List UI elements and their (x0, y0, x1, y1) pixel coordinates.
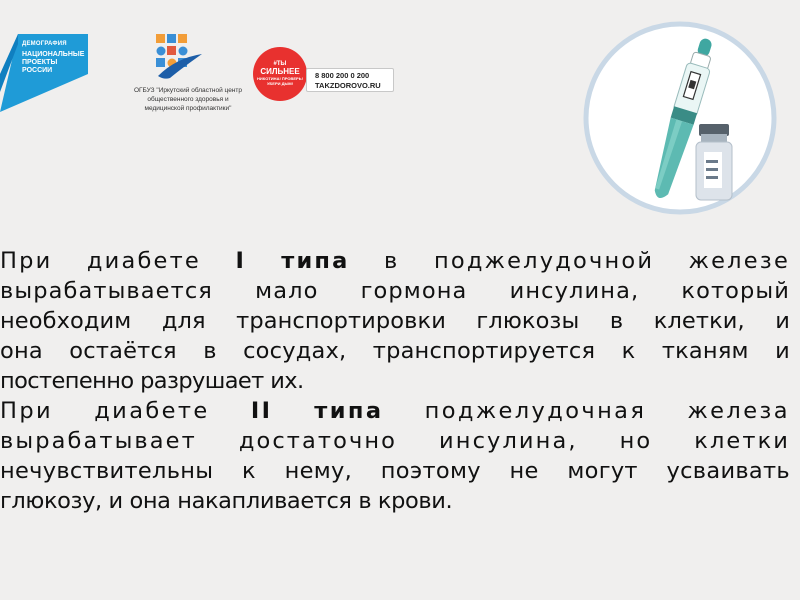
national-projects-text (22, 40, 86, 75)
caption-line-2: общественного здоровья и (147, 96, 229, 103)
insulin-vial-icon (696, 124, 732, 200)
p1-line-3: необходим для транспортировки глюкозы в клетки, и (0, 308, 790, 334)
p2-type-two-emphasis: II типа (250, 398, 384, 424)
ty-silnee-slogan: НИКОТИНА! ПРОВЕРЬ! УБЕРИ ДЫМ! (257, 76, 303, 86)
caption-line-1: ОГБУЗ "Иркутский областной центр (133, 87, 242, 94)
caption-line-3: медицинской профилактики" (144, 105, 232, 112)
diabetes-explanation-text (0, 246, 790, 516)
p1-line-5: постепенно разрушает их. (0, 368, 304, 394)
p1-intro-rest: в поджелудочной железе (349, 248, 790, 274)
health-center-caption (118, 86, 258, 113)
p2-line-4: глюкозу, и она накапливается в крови. (0, 488, 453, 514)
p2-intro-rest: поджелудочная железа (383, 398, 790, 424)
p2-intro: При диабете (0, 398, 251, 424)
p1-line-1 (0, 246, 790, 276)
np-line3: РОССИИ (22, 67, 53, 74)
p1-intro: При диабете (0, 248, 236, 274)
p1-type-one-emphasis: I типа (235, 248, 350, 274)
ty-silnee-hashtag: #ТЫ (273, 61, 287, 67)
np-line2: ПРОЕКТЫ (22, 59, 58, 66)
insulin-illustration (580, 18, 780, 218)
ty-silnee-text (256, 60, 304, 86)
contact-box (306, 68, 394, 92)
p1-line-2: вырабатывается мало гормона инсулина, который (0, 278, 790, 304)
p2-line-3: нечувствительны к нему, поэтому не могут усваивать (0, 458, 790, 484)
p2-line-2: вырабатывает достаточно инсулина, но клетки (0, 428, 790, 454)
ty-silnee-word: СИЛЬНЕЕ (260, 67, 300, 76)
p2-line-1 (0, 396, 790, 426)
p1-line-4: она остаётся в сосудах, транспортируется к тканям и (0, 338, 790, 364)
np-top-label: ДЕМОГРАФИЯ (22, 41, 67, 47)
np-line1: НАЦИОНАЛЬНЫЕ (22, 51, 85, 58)
website-link[interactable]: TAKZDOROVO.RU (315, 81, 381, 90)
hotline-phone: 8 800 200 0 200 (315, 71, 370, 80)
